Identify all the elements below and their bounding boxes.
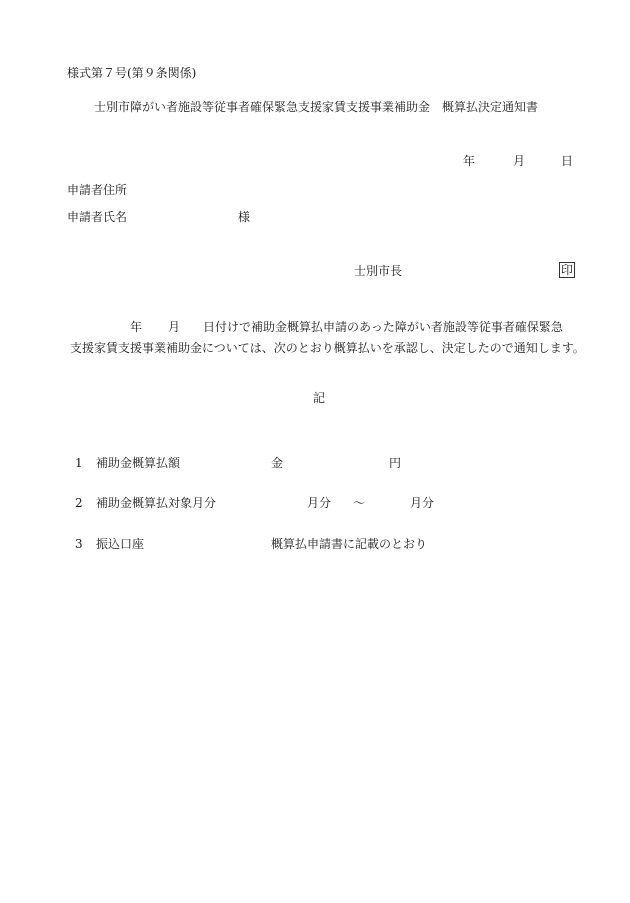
item-label: 補助金概算払対象月分 [96,496,217,510]
item-value: 概算払申請書に記載のとおり [271,537,428,551]
date-day-label: 日 [561,154,574,168]
item-label: 振込口座 [96,537,145,551]
item-label: 補助金概算払額 [96,456,181,470]
applicant-name-label: 申請者氏名 [67,210,128,224]
body-year-label: 年 [130,320,143,334]
seal-mark: 印 [561,263,574,277]
applicant-honorific: 様 [238,210,251,224]
form-number: 様式第７号(第９条関係) [67,66,197,80]
item-amount-suffix: 円 [389,456,402,470]
issuer-title: 士別市長 [354,264,403,278]
item-number: 1 [75,456,83,470]
item-range-separator: ～ [353,496,366,510]
item-number: 3 [75,537,83,551]
item-from-month: 月分 [307,496,332,510]
date-year-label: 年 [463,154,476,168]
body-line2: 支援家賃支援事業補助金については、次のとおり概算払いを承認し、決定したので通知します。 [70,341,585,355]
body-line1: 日付けで補助金概算払申請のあった障がい者施設等従事者確保緊急 [203,320,563,334]
date-month-label: 月 [513,154,526,168]
document-title: 士別市障がい者施設等従事者確保緊急支援家賃支援事業補助金 概算払決定通知書 [94,100,539,114]
ki-heading: 記 [313,391,326,405]
body-month-label: 月 [168,320,181,334]
item-to-month: 月分 [410,496,435,510]
applicant-address-label: 申請者住所 [67,183,128,197]
item-amount-prefix: 金 [271,456,284,470]
item-number: 2 [75,496,83,510]
